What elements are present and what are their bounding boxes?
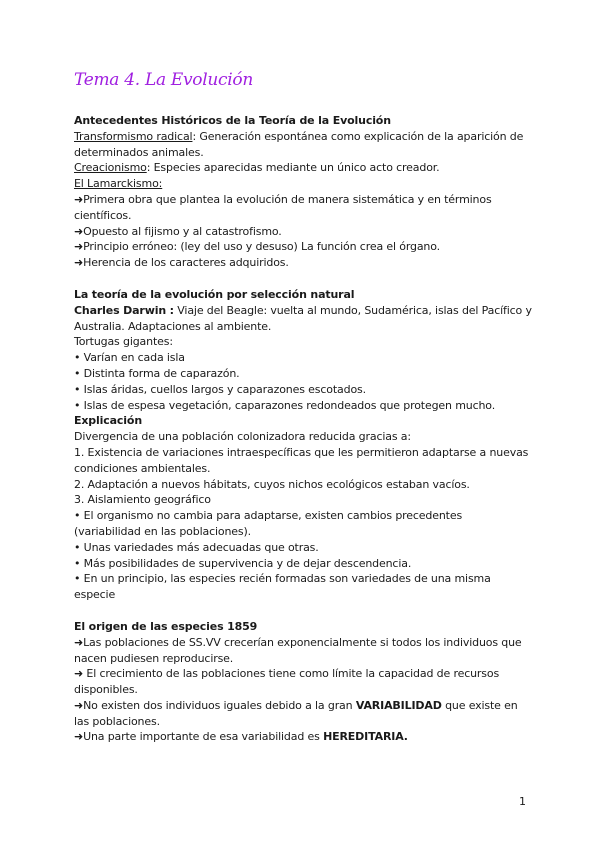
paragraph-creacionismo	[74, 160, 532, 176]
paragraph-transformismo	[74, 129, 532, 161]
list-item: • Islas de espesa vegetación, caparazones redondeados que protegen mucho.	[74, 398, 496, 412]
list-item	[74, 729, 532, 745]
list-item: ➜Opuesto al fijismo y al catastrofismo.	[74, 224, 282, 238]
numbered-item: 3. Aislamiento geográfico	[74, 493, 211, 507]
list-item: ➜Principio erróneo: (ley del uso y desuso) La función crea el órgano.	[74, 240, 440, 254]
document-body	[74, 113, 532, 745]
section-heading-origen-especies: El origen de las especies 1859	[74, 619, 258, 633]
text-variabilidad-pre: ➜No existen dos individuos iguales debido a la gran	[74, 698, 356, 712]
section-heading-antecedentes: Antecedentes Históricos de la Teoría de la Evolución	[74, 114, 391, 127]
subheading-explicacion: Explicación	[74, 414, 142, 428]
text-transformismo: : Generación espontánea como explicación de la aparición de determinados animales.	[74, 129, 524, 159]
numbered-item: 2. Adaptación a nuevos hábitats, cuyos nichos ecológicos estaban vacíos.	[74, 477, 470, 491]
list-item: • El organismo no cambia para adaptarse, existen cambios precedentes (variabilidad en las poblaciones).	[74, 509, 463, 538]
term-hereditaria: HEREDITARIA.	[323, 730, 408, 744]
text-hereditaria-pre: ➜Una parte importante de esa variabilidad es	[74, 730, 324, 744]
list-item: • Islas áridas, cuellos largos y caparazones escotados.	[74, 382, 366, 396]
page-number: 1	[519, 795, 526, 808]
paragraph-darwin	[74, 303, 532, 335]
list-item: • En un principio, las especies recién formadas son variedades de una misma especie	[74, 572, 491, 602]
list-item: ➜Las poblaciones de SS.VV crecerían exponencialmente si todos los individuos que nacen pudiesen reproducirse.	[74, 635, 522, 665]
list-item: • Unas variedades más adecuadas que otras.	[74, 540, 319, 554]
text-creacionismo: : Especies aparecidas mediante un único acto creador.	[146, 161, 440, 175]
list-item: • Distinta forma de caparazón.	[74, 366, 240, 380]
list-item: ➜ El crecimiento de las poblaciones tiene como límite la capacidad de recursos disponibles.	[74, 667, 500, 697]
list-item: ➜Primera obra que plantea la evolución de manera sistemática y en términos científicos.	[74, 192, 492, 222]
numbered-item: 1. Existencia de variaciones intraespecíficas que les permitieron adaptarse a nuevas condiciones ambientales.	[74, 445, 529, 475]
list-item: ➜Herencia de los caracteres adquiridos.	[74, 256, 289, 270]
list-item: • Varían en cada isla	[74, 351, 185, 365]
term-lamarckismo: El Lamarckismo:	[74, 177, 163, 191]
section-heading-seleccion-natural: La teoría de la evolución por selección natural	[74, 287, 355, 301]
label-tortugas: Tortugas gigantes:	[74, 335, 173, 349]
term-variabilidad: VARIABILIDAD	[355, 698, 442, 712]
text-darwin: Viaje del Beagle: vuelta al mundo, Sudamérica, islas del Pacífico y Australia. Adaptaciones al ambiente.	[74, 303, 532, 333]
list-item	[74, 698, 532, 730]
list-item: • Más posibilidades de supervivencia y de dejar descendencia.	[74, 556, 412, 570]
term-darwin: Charles Darwin :	[74, 303, 174, 317]
paragraph-explicacion: Divergencia de una población colonizadora reducida gracias a:	[74, 430, 411, 444]
text-variabilidad-post: que existe en las poblaciones.	[74, 698, 518, 728]
term-creacionismo: Creacionismo	[74, 161, 147, 175]
page-title: Tema 4. La Evolución	[74, 70, 253, 90]
term-transformismo: Transformismo radical	[74, 129, 193, 143]
